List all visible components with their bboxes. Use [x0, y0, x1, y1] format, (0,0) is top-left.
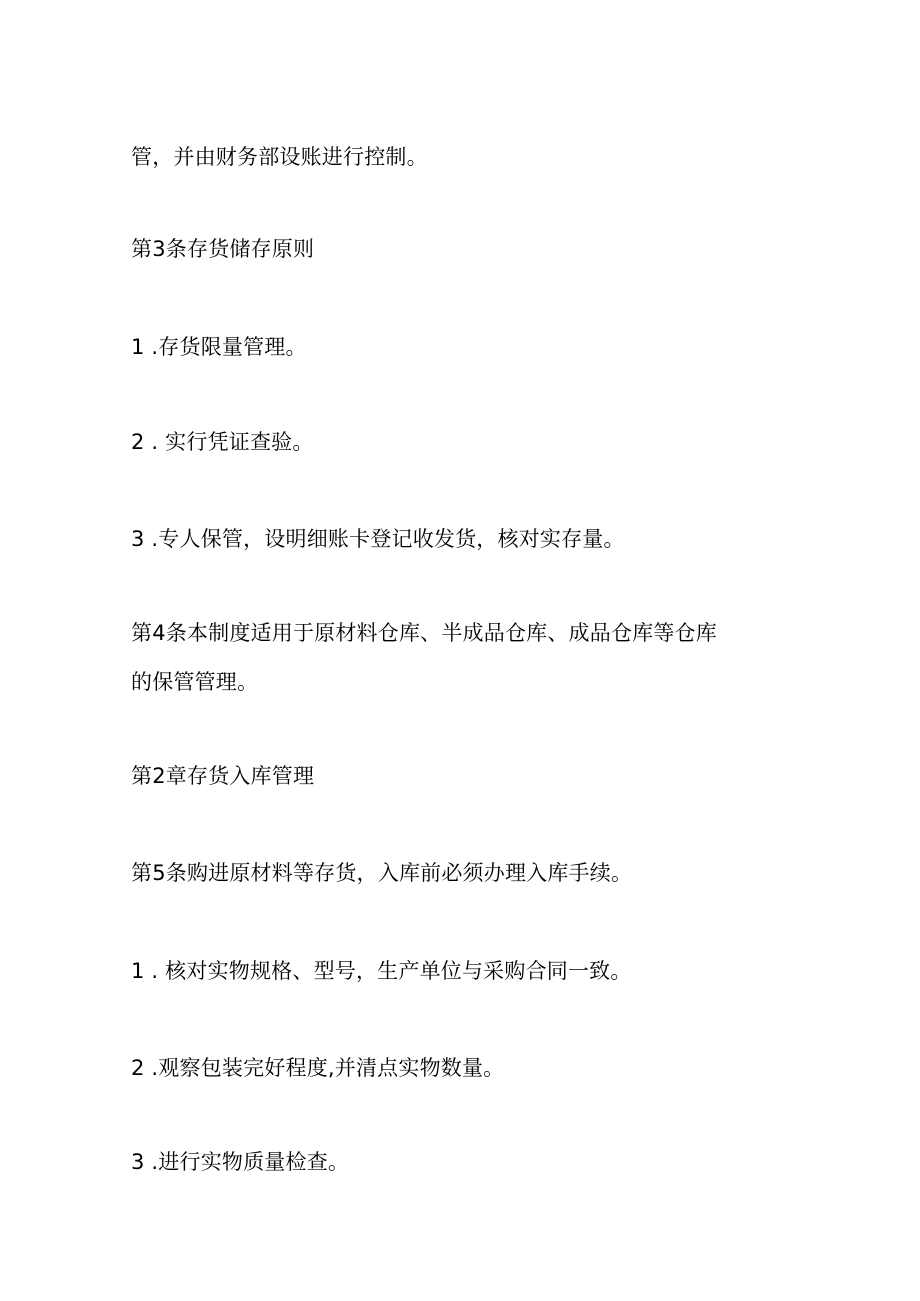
chapter-heading: 第2章存货入库管理 — [131, 764, 315, 788]
section-heading: 第3条存货储存原则 — [131, 237, 315, 261]
list-item: 3 .专人保管，设明细账卡登记收发货，核对实存量。 — [131, 527, 625, 551]
list-item: 2 . 实行凭证查验。 — [131, 430, 314, 454]
list-item: 3 .进行实物质量检查。 — [131, 1150, 350, 1174]
list-item: 2 .观察包装完好程度,并清点实物数量。 — [131, 1056, 505, 1080]
paragraph-line: 管，并由财务部设账进行控制。 — [131, 145, 428, 169]
list-item: 1 . 核对实物规格、型号，生产单位与采购合同一致。 — [131, 959, 632, 983]
paragraph-line: 的保管管理。 — [131, 670, 259, 694]
list-item: 1 .存货限量管理。 — [131, 335, 307, 359]
paragraph-line: 第4条本制度适用于原材料仓库、半成品仓库、成品仓库等仓库 — [131, 621, 717, 645]
paragraph-line: 第5条购进原材料等存货，入库前必须办理入库手续。 — [131, 861, 633, 885]
